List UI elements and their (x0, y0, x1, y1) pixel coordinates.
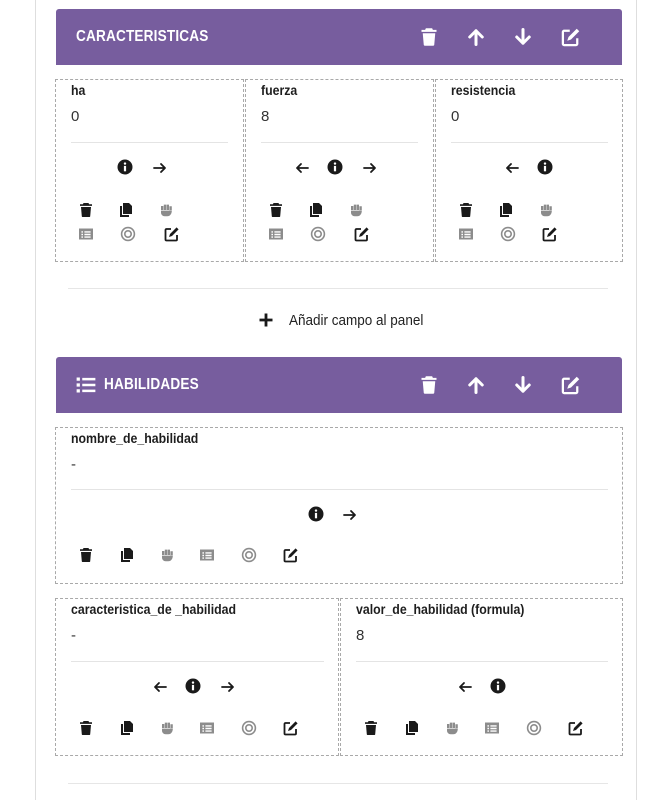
add-field-label: Añadir campo al panel (289, 312, 424, 329)
copy-icon[interactable] (404, 720, 420, 736)
panel-title: CARACTERISTICAS (76, 28, 209, 45)
field-label: fuerza (261, 82, 298, 98)
fist-icon[interactable] (444, 720, 460, 736)
trash-icon[interactable] (363, 720, 379, 736)
info-icon[interactable] (537, 159, 553, 175)
field-label: valor_de_habilidad (formula) (356, 601, 525, 617)
target-icon[interactable] (241, 720, 257, 736)
copy-icon[interactable] (119, 547, 135, 563)
divider (68, 783, 608, 784)
edit-icon[interactable] (561, 27, 581, 47)
arrow-left-icon[interactable] (457, 679, 473, 695)
divider (71, 661, 324, 662)
trash-icon[interactable] (78, 720, 94, 736)
field-value: 8 (356, 627, 365, 644)
field-value: 8 (261, 108, 270, 125)
field-card-fuerza (245, 79, 434, 262)
target-icon[interactable] (120, 226, 136, 242)
fist-icon[interactable] (159, 547, 175, 563)
field-label: caracteristica_de _habilidad (71, 601, 237, 617)
field-card-resistencia (435, 79, 623, 262)
list-icon[interactable] (458, 226, 474, 242)
panel-header-habilidades (56, 357, 622, 413)
info-icon[interactable] (327, 159, 343, 175)
arrow-down-icon[interactable] (513, 27, 533, 47)
info-icon[interactable] (117, 159, 133, 175)
field-value: 0 (451, 108, 460, 125)
trash-icon[interactable] (78, 547, 94, 563)
list-icon[interactable] (268, 226, 284, 242)
divider (356, 661, 608, 662)
list-ul-icon (76, 375, 96, 395)
trash-icon[interactable] (78, 202, 94, 218)
field-value: 0 (71, 108, 80, 125)
arrow-right-icon[interactable] (342, 507, 358, 523)
divider (68, 288, 608, 289)
fist-icon[interactable] (538, 202, 554, 218)
arrow-right-icon[interactable] (362, 160, 378, 176)
divider (261, 142, 418, 143)
edit-icon[interactable] (542, 226, 558, 242)
divider (451, 142, 608, 143)
field-label: resistencia (451, 82, 516, 98)
arrow-left-icon[interactable] (152, 679, 168, 695)
arrow-up-icon[interactable] (466, 27, 486, 47)
edit-icon[interactable] (568, 720, 584, 736)
info-icon[interactable] (308, 506, 324, 522)
trash-icon[interactable] (419, 375, 439, 395)
list-icon[interactable] (199, 547, 215, 563)
list-icon[interactable] (199, 720, 215, 736)
info-icon[interactable] (185, 678, 201, 694)
fist-icon[interactable] (159, 720, 175, 736)
arrow-up-icon[interactable] (466, 375, 486, 395)
trash-icon[interactable] (419, 27, 439, 47)
field-card-nombre-de-habilidad (55, 427, 623, 584)
arrow-right-icon[interactable] (152, 160, 168, 176)
field-card-ha (55, 79, 244, 262)
copy-icon[interactable] (498, 202, 514, 218)
edit-icon[interactable] (164, 226, 180, 242)
edit-icon[interactable] (283, 547, 299, 563)
arrow-down-icon[interactable] (513, 375, 533, 395)
field-value: - (71, 627, 76, 644)
copy-icon[interactable] (118, 202, 134, 218)
panel-header-caracteristicas (56, 9, 622, 65)
edit-icon[interactable] (354, 226, 370, 242)
fist-icon[interactable] (158, 202, 174, 218)
list-icon[interactable] (484, 720, 500, 736)
target-icon[interactable] (310, 226, 326, 242)
target-icon[interactable] (526, 720, 542, 736)
info-icon[interactable] (490, 678, 506, 694)
list-icon[interactable] (78, 226, 94, 242)
field-value: - (71, 456, 76, 473)
target-icon[interactable] (241, 547, 257, 563)
arrow-left-icon[interactable] (504, 160, 520, 176)
field-label: ha (71, 82, 86, 98)
field-label: nombre_de_habilidad (71, 430, 199, 446)
fist-icon[interactable] (348, 202, 364, 218)
target-icon[interactable] (500, 226, 516, 242)
arrow-right-icon[interactable] (220, 679, 236, 695)
copy-icon[interactable] (308, 202, 324, 218)
edit-icon[interactable] (283, 720, 299, 736)
plus-icon (258, 312, 274, 328)
field-card-caracteristica-de-habilidad (55, 598, 339, 756)
trash-icon[interactable] (458, 202, 474, 218)
trash-icon[interactable] (268, 202, 284, 218)
divider (71, 489, 608, 490)
copy-icon[interactable] (119, 720, 135, 736)
edit-icon[interactable] (561, 375, 581, 395)
arrow-left-icon[interactable] (294, 160, 310, 176)
field-card-valor-de-habilidad (340, 598, 623, 756)
panel-title: HABILIDADES (104, 376, 199, 393)
divider (71, 142, 228, 143)
